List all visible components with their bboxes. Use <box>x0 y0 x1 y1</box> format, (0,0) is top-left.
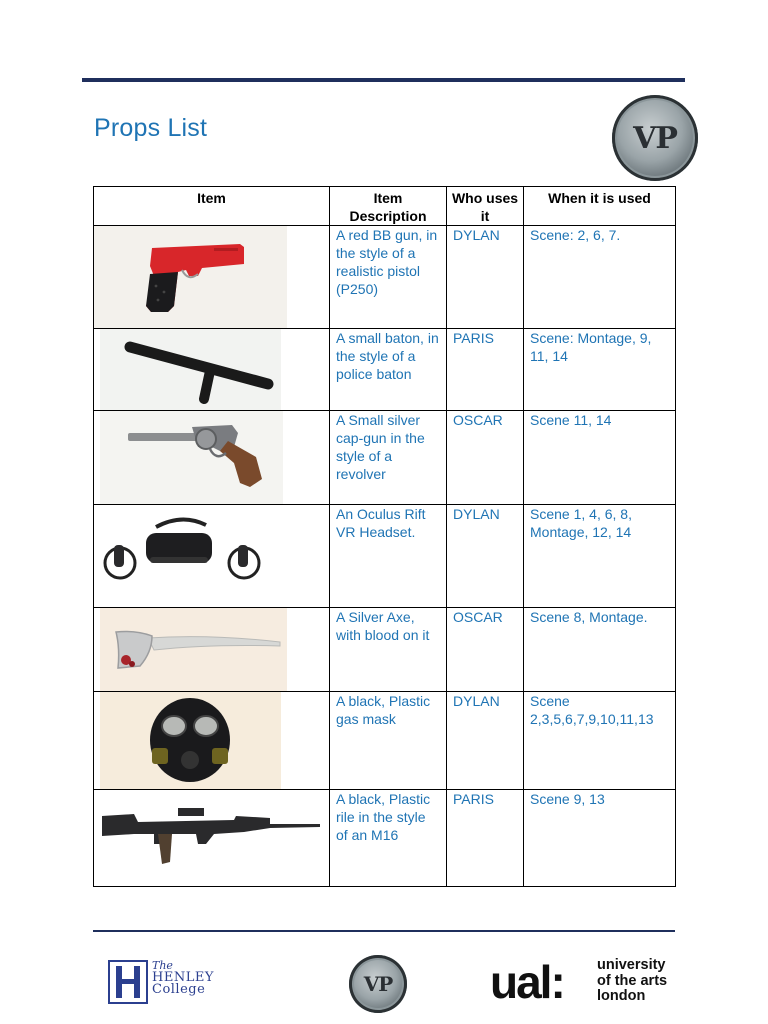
ual-line3: london <box>597 988 646 1004</box>
item-when: Scene: Montage, 9, 11, 14 <box>524 329 676 411</box>
vp-logo-footer-text: VP <box>363 972 393 996</box>
item-when: Scene: 2, 6, 7. <box>524 226 676 329</box>
item-description: An Oculus Rift VR Headset. <box>330 505 447 608</box>
item-who: DYLAN <box>447 505 524 608</box>
table-row <box>94 329 676 411</box>
item-who: DYLAN <box>447 226 524 329</box>
item-image-cell <box>94 411 330 505</box>
m16-rifle-icon <box>94 790 329 886</box>
header-item: Item <box>94 187 330 226</box>
table-row <box>94 608 676 692</box>
item-description: A Small silver cap-gun in the style of a revolver <box>330 411 447 505</box>
table-row <box>94 411 676 505</box>
table-row <box>94 505 676 608</box>
ual-line1: university <box>597 957 666 973</box>
item-description: A black, Plastic rile in the style of an M16 <box>330 790 447 887</box>
ual-mark: ual: <box>490 956 564 1008</box>
ual-line2: of the arts <box>597 972 668 989</box>
item-who: PARIS <box>447 329 524 411</box>
vp-logo-text: VP <box>633 120 677 156</box>
police-baton-icon <box>100 329 281 410</box>
item-when: Scene 8, Montage. <box>524 608 676 692</box>
item-who: OSCAR <box>447 411 524 505</box>
vp-logo <box>612 95 698 181</box>
header-description: Item Description <box>330 187 447 226</box>
henley-the: The <box>152 959 173 972</box>
table-row <box>94 692 676 790</box>
item-description: A black, Plastic gas mask <box>330 692 447 790</box>
item-description: A small baton, in the style of a police baton <box>330 329 447 411</box>
item-image-cell <box>94 790 330 887</box>
item-when: Scene 2,3,5,6,7,9,10,11,13 <box>524 692 676 790</box>
red-bb-gun-icon <box>94 226 287 328</box>
item-who: OSCAR <box>447 608 524 692</box>
henley-college: College <box>152 982 206 997</box>
item-description: A red BB gun, in the style of a realistic pistol (P250) <box>330 226 447 329</box>
gas-mask-icon <box>100 692 281 789</box>
page-title: Props List <box>94 114 208 142</box>
top-rule <box>82 78 685 82</box>
table-row <box>94 226 676 329</box>
header-when: When it is used <box>524 187 676 226</box>
item-who: DYLAN <box>447 692 524 790</box>
table-header-row <box>94 187 676 226</box>
silver-axe-icon <box>100 608 287 691</box>
item-image-cell <box>94 505 330 608</box>
ual-logo <box>490 958 680 1008</box>
bottom-rule <box>93 930 675 932</box>
item-when: Scene 11, 14 <box>524 411 676 505</box>
item-image-cell <box>94 692 330 790</box>
header-who: Who uses it <box>447 187 524 226</box>
silver-revolver-icon <box>100 411 283 504</box>
item-image-cell <box>94 329 330 411</box>
vp-logo-footer <box>349 955 407 1013</box>
item-when: Scene 1, 4, 6, 8, Montage, 12, 14 <box>524 505 676 608</box>
props-table <box>93 186 676 887</box>
henley-college-logo <box>108 960 213 1005</box>
table-row <box>94 790 676 887</box>
vr-headset-icon <box>94 505 329 607</box>
item-who: PARIS <box>447 790 524 887</box>
henley-name: HENLEY <box>152 970 214 985</box>
item-image-cell <box>94 608 330 692</box>
item-description: A Silver Axe, with blood on it <box>330 608 447 692</box>
henley-shield-icon <box>108 960 148 1004</box>
item-when: Scene 9, 13 <box>524 790 676 887</box>
item-image-cell <box>94 226 330 329</box>
